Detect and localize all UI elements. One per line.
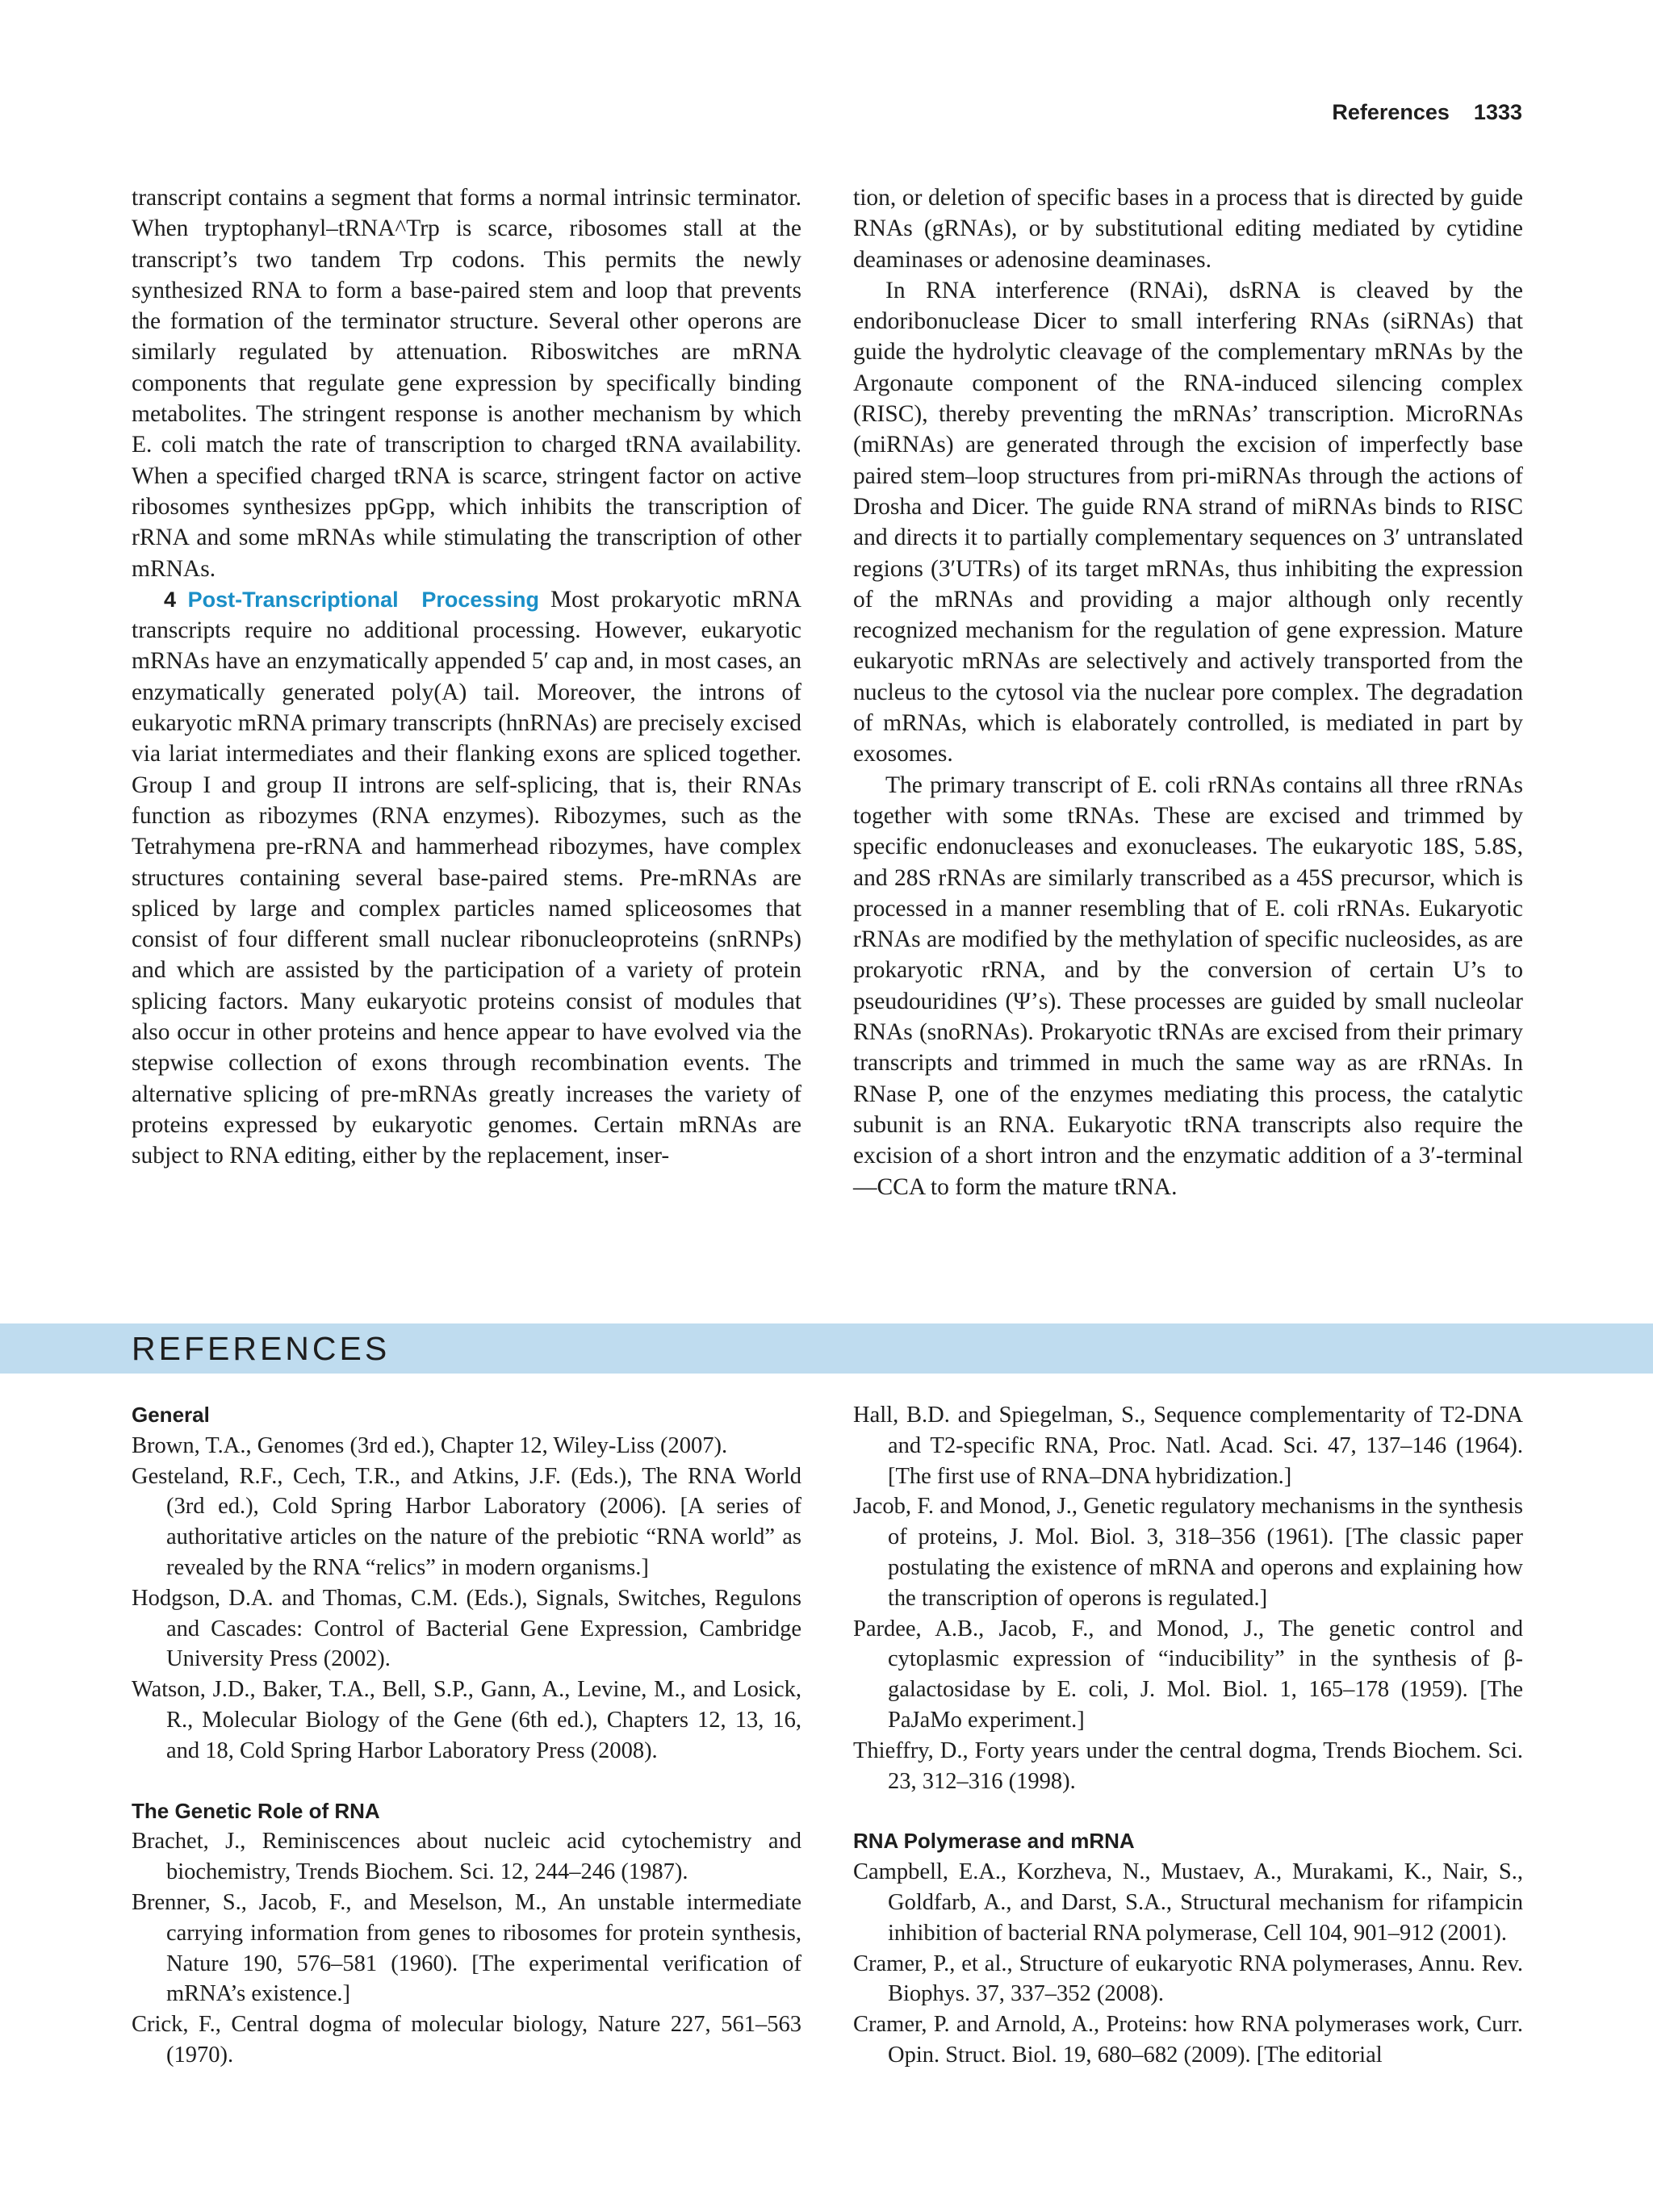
ref-heading-general: General: [132, 1403, 210, 1427]
body-paragraph: tion, or deletion of specific bases in a process that is directed by guide RNAs (gRNAs), or by substitutional editing mediated by cytidine deaminases or adenosine deaminases.: [853, 185, 1523, 273]
reference-item: Hall, B.D. and Spiegelman, S., Sequence complementarity of T2-DNA and T2-specific RNA, Proc. Natl. Acad. Sci. 47, 137–146 (1964). [The first use of RNA–DNA hybridization.]: [853, 1403, 1523, 1489]
reference-item: Hodgson, D.A. and Thomas, C.M. (Eds.), Signals, Switches, Regulons and Cascades: Control of Bacterial Gene Expression, Cambridge University Press (2002).: [132, 1585, 801, 1672]
section-text: Most prokaryotic mRNA transcripts require no additional processing. However, eukaryotic mRNAs have an enzymatically appended 5′ cap and, in most cases, an enzymatically generated poly(A) tail. Moreover, the introns of eukaryotic mRNA primary transcripts (hnRNAs) are precisely excised via lariat intermediates and their flanking exons are spliced together. Group I and group II introns are self-splicing, that is, their RNAs function as ribozymes (RNA enzymes). Ribozymes, such as the Tetrahymena pre-rRNA and hammerhead ribozymes, have complex structures containing several base-paired stems. Pre-mRNAs are spliced by large and complex particles named spliceosomes that consist of four different small nuclear ribonucleoproteins (snRNPs) and which are assisted by the participation of a variety of protein splicing factors. Many eukaryotic proteins consist of modules that also occur in other proteins and hence appear to have evolved via the stepwise collection of exons through recombination events. The alternative splicing of pre-mRNAs greatly increases the variety of proteins expressed by eukaryotic genomes. Certain mRNAs are subject to RNA editing, either by the replacement, inser-: [132, 586, 801, 1169]
body-left-column: [132, 182, 801, 1172]
body-paragraph: transcript contains a segment that forms a normal intrinsic terminator. When tryptophanyl–tRNA^Trp is scarce, ribosomes stall at the transcript’s two tandem Trp codons. This permits the newly synthesized RNA to form a base-paired stem and loop that prevents the formation of the terminator structure. Several other operons are similarly regulated by attenuation. Riboswitches are mRNA components that regulate gene expression by specifically binding metabolites. The stringent response is another mechanism by which E. coli match the rate of transcription to charged tRNA availability. When a specified charged tRNA is scarce, stringent factor on active ribosomes synthesizes ppGpp, which inhibits the transcription of rRNA and some mRNAs while stimulating the transcription of other mRNAs.: [132, 185, 801, 582]
body-right-column: [853, 182, 1523, 1202]
reference-item: Cramer, P. and Arnold, A., Proteins: how RNA polymerases work, Curr. Opin. Struct. Biol. 19, 680–682 (2009). [The editorial: [853, 2012, 1523, 2068]
running-header: [1332, 100, 1522, 125]
section-paragraph: [132, 584, 801, 1172]
section-number: 4: [164, 587, 177, 612]
reference-item: Campbell, E.A., Korzheva, N., Mustaev, A., Murakami, K., Nair, S., Goldfarb, A., and Darst, S.A., Structural mechanism for rifampicin inhibition of bacterial RNA polymerase, Cell 104, 901–912 (2001).: [853, 1859, 1523, 1946]
reference-item: Crick, F., Central dogma of molecular biology, Nature 227, 561–563 (1970).: [132, 2012, 801, 2068]
reference-item: Cramer, P., et al., Structure of eukaryotic RNA polymerases, Annu. Rev. Biophys. 37, 337–352 (2008).: [853, 1951, 1523, 2007]
references-left-column: [132, 1400, 801, 2071]
references-right-column: [853, 1400, 1523, 2071]
section-title: Post-Transcriptional Processing: [187, 587, 539, 612]
body-paragraph: The primary transcript of E. coli rRNAs contains all three rRNAs together with some tRNAs. These are excised and trimmed by specific endonucleases and exonucleases. The eukaryotic 18S, 5.8S, and 28S rRNAs are similarly transcribed as a 45S precursor, which is processed in a manner resembling that of E. coli rRNAs. Eukaryotic rRNAs are modified by the methylation of specific nucleosides, as are prokaryotic rRNA, and by the conversion of certain U’s to pseudouridines (Ψ’s). These processes are guided by small nucleolar RNAs (snoRNAs). Prokaryotic tRNAs are excised from their primary transcripts and trimmed in much the same way as are rRNAs. In RNase P, one of the enzymes mediating this process, the catalytic subunit is an RNA. Eukaryotic tRNA transcripts also require the excision of a short intron and the enzymatic addition of a 3′-terminal —CCA to form the mature tRNA.: [853, 771, 1523, 1200]
references-title: REFERENCES: [132, 1330, 391, 1367]
reference-item: Gesteland, R.F., Cech, T.R., and Atkins, J.F. (Eds.), The RNA World (3rd ed.), Cold Spring Harbor Laboratory (2006). [A series of authoritative articles on the nature of the prebiotic “RNA world” as revealed by the RNA “relics” in modern organisms.]: [132, 1463, 801, 1580]
page-number: 1333: [1473, 100, 1522, 124]
body-paragraph: In RNA interference (RNAi), dsRNA is cleaved by the endoribonuclease Dicer to small interfering RNAs (siRNAs) that guide the hydrolytic cleavage of the complementary mRNAs by the Argonaute component of the RNA-induced silencing complex (RISC), thereby preventing the mRNAs’ transcription. MicroRNAs (miRNAs) are generated through the excision of imperfectly base paired stem–loop structures from pri-miRNAs through the actions of Drosha and Dicer. The guide RNA strand of miRNAs binds to RISC and directs it to partially complementary sequences on 3′ untranslated regions (3′UTRs) of its target mRNAs, thus inhibiting the expression of the mRNAs and providing a major although only recently recognized mechanism for the regulation of gene expression. Mature eukaryotic mRNAs are selectively and actively transported from the nucleus to the cytosol via the nuclear pore complex. The degradation of mRNAs, which is elaborately controlled, is mediated in part by exosomes.: [853, 277, 1523, 767]
reference-item: Brown, T.A., Genomes (3rd ed.), Chapter 12, Wiley-Liss (2007).: [132, 1432, 728, 1458]
ref-heading-polymerase: RNA Polymerase and mRNA: [853, 1829, 1135, 1854]
reference-item: Jacob, F. and Monod, J., Genetic regulatory mechanisms in the synthesis of proteins, J. Mol. Biol. 3, 318–356 (1961). [The classic paper postulating the existence of mRNA and operons and explaining how the transcription of operons is regulated.]: [853, 1494, 1523, 1611]
reference-item: Watson, J.D., Baker, T.A., Bell, S.P., Gann, A., Levine, M., and Losick, R., Molecular Biology of the Gene (6th ed.), Chapters 12, 13, 16, and 18, Cold Spring Harbor Laboratory Press (2008).: [132, 1677, 801, 1763]
header-section: References: [1332, 100, 1450, 124]
reference-item: Brachet, J., Reminiscences about nucleic acid cytochemistry and biochemistry, Trends Biochem. Sci. 12, 244–246 (1987).: [132, 1829, 801, 1885]
reference-item: Brenner, S., Jacob, F., and Meselson, M., An unstable intermediate carrying information from genes to ribosomes for protein synthesis, Nature 190, 576–581 (1960). [The experimental verification of mRNA’s existence.]: [132, 1889, 801, 2007]
ref-heading-genetic-role: The Genetic Role of RNA: [132, 1798, 380, 1823]
reference-item: Pardee, A.B., Jacob, F., and Monod, J., The genetic control and cytoplasmic expression of “inducibility” in the synthesis of β-galactosidase by E. coli, J. Mol. Biol. 1, 165–178 (1959). [The PaJaMo experiment.]: [853, 1616, 1523, 1733]
reference-item: Thieffry, D., Forty years under the central dogma, Trends Biochem. Sci. 23, 312–316 (1998).: [853, 1737, 1523, 1794]
